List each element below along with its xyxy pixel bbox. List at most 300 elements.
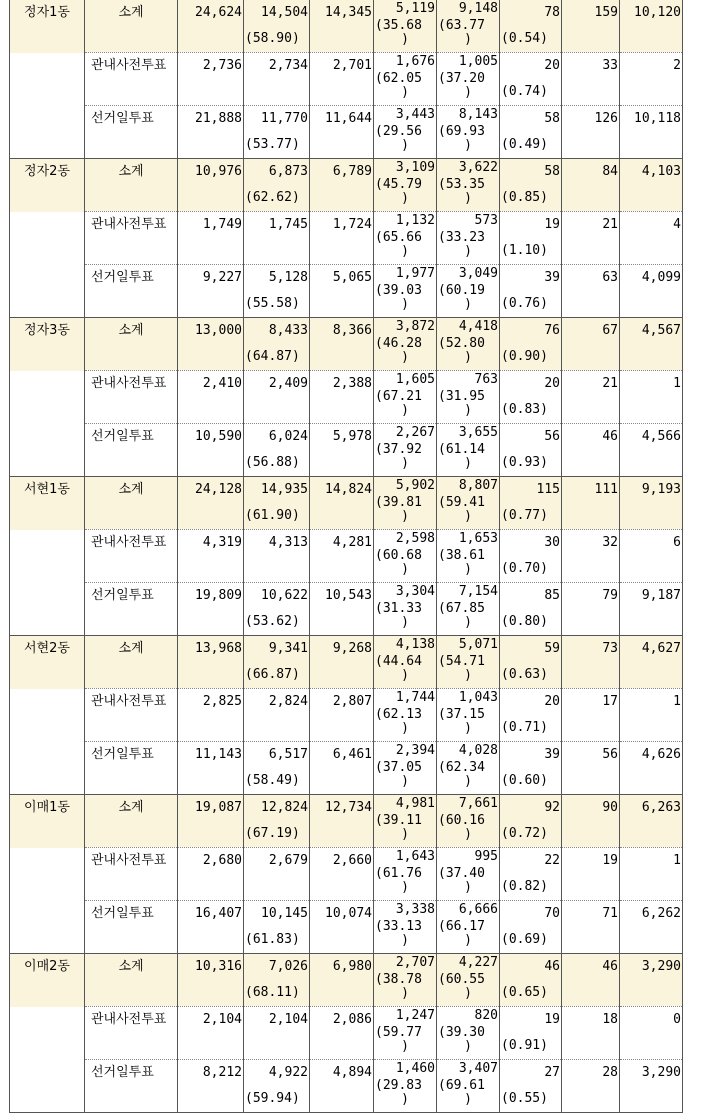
candidate2-split (438, 636, 498, 682)
candidate2-votes: 5,071 (458, 637, 498, 652)
nonvoters-value: 10,118 (634, 111, 681, 126)
vote-type-cell (85, 901, 178, 954)
overflow-paren: ) (464, 403, 472, 418)
dong-cell (10, 583, 85, 636)
candidate1-split (375, 848, 435, 894)
candidate2-split (438, 424, 498, 470)
vote-type-label: 관내사전투표 (91, 58, 167, 73)
abstain-value: 90 (602, 800, 618, 815)
candidate1-percent: (65.66 (375, 230, 422, 245)
turnout-percent: (61.90) (245, 508, 300, 523)
table-row (10, 742, 683, 795)
valid-votes-cell (310, 848, 374, 901)
invalid-value: 20 (544, 376, 560, 391)
electorate-cell (178, 689, 244, 742)
abstain-value: 126 (594, 111, 618, 126)
abstain-value: 67 (602, 323, 618, 338)
candidate2-cell (437, 212, 500, 265)
dong-cell (10, 901, 85, 954)
nonvoters-cell (620, 159, 683, 212)
nonvoters-value: 0 (673, 1012, 681, 1027)
invalid-cell (500, 53, 562, 106)
candidate2-cell (437, 371, 500, 424)
dong-cell (10, 954, 85, 1007)
electorate-value: 19,087 (195, 800, 242, 815)
dong-cell (10, 0, 85, 53)
invalid-percent: (0.65) (501, 985, 548, 1000)
vote-type-label: 선거일투표 (91, 270, 154, 285)
turnout-percent: (62.62) (245, 190, 300, 205)
voters-cell (244, 318, 310, 371)
voters-cell (244, 795, 310, 848)
electorate-cell (178, 583, 244, 636)
electorate-value: 4,319 (202, 535, 242, 550)
vote-type-label: 관내사전투표 (91, 694, 167, 709)
candidate1-cell (374, 477, 437, 530)
candidate1-split (375, 795, 435, 841)
abstain-cell (562, 742, 620, 795)
voters-value: 2,679 (268, 853, 308, 868)
vote-type-label: 소계 (118, 323, 144, 338)
valid-votes-cell (310, 954, 374, 1007)
candidate1-percent: (37.92 (375, 442, 422, 457)
nonvoters-cell (620, 477, 683, 530)
turnout-percent: (53.62) (245, 614, 300, 629)
candidate2-split (438, 371, 498, 417)
table-body (10, 0, 683, 1113)
invalid-cell (500, 159, 562, 212)
invalid-value: 19 (544, 1012, 560, 1027)
overflow-paren: ) (401, 138, 409, 153)
table-row (10, 0, 683, 53)
overflow-paren: ) (401, 244, 409, 259)
invalid-value: 27 (544, 1065, 560, 1080)
abstain-value: 159 (594, 5, 618, 20)
electorate-value: 9,227 (202, 270, 242, 285)
candidate1-percent: (45.79 (375, 177, 422, 192)
candidate1-percent: (46.28 (375, 336, 422, 351)
candidate1-percent: (62.13 (375, 707, 422, 722)
candidate1-split (375, 424, 435, 470)
candidate2-split (438, 53, 498, 99)
voters-value: 1,745 (268, 217, 308, 232)
candidate1-split (375, 53, 435, 99)
turnout-percent: (53.77) (245, 137, 300, 152)
candidate1-percent: (44.64 (375, 654, 422, 669)
abstain-value: 17 (602, 694, 618, 709)
invalid-percent: (0.63) (501, 667, 548, 682)
dong-name: 서현1동 (24, 482, 70, 497)
nonvoters-cell (620, 106, 683, 159)
voters-cell (244, 1060, 310, 1113)
nonvoters-value: 1 (673, 376, 681, 391)
dong-cell (10, 1007, 85, 1060)
nonvoters-cell (620, 318, 683, 371)
candidate2-split (438, 318, 498, 364)
overflow-paren: ) (464, 32, 472, 47)
invalid-cell (500, 689, 562, 742)
nonvoters-cell (620, 424, 683, 477)
candidate1-votes: 3,338 (395, 902, 435, 917)
vote-type-cell (85, 371, 178, 424)
candidate1-cell (374, 212, 437, 265)
valid-votes-value: 14,345 (325, 5, 372, 20)
overflow-paren: ) (401, 986, 409, 1001)
abstain-cell (562, 636, 620, 689)
voters-cell (244, 901, 310, 954)
candidate2-split (438, 742, 498, 788)
electorate-cell (178, 106, 244, 159)
overflow-paren: ) (401, 32, 409, 47)
vote-type-label: 선거일투표 (91, 111, 154, 126)
overflow-paren: ) (464, 774, 472, 789)
voters-cell (244, 530, 310, 583)
election-results-table (9, 0, 683, 1113)
candidate2-percent: (37.20 (438, 71, 485, 86)
table-row (10, 901, 683, 954)
dong-cell (10, 477, 85, 530)
overflow-paren: ) (464, 85, 472, 100)
invalid-cell (500, 265, 562, 318)
valid-votes-value: 2,807 (332, 694, 372, 709)
invalid-percent: (0.54) (501, 31, 548, 46)
overflow-paren: ) (401, 297, 409, 312)
candidate2-split (438, 689, 498, 735)
candidate2-votes: 3,622 (458, 160, 498, 175)
abstain-value: 46 (602, 959, 618, 974)
invalid-value: 92 (544, 800, 560, 815)
electorate-value: 21,888 (195, 111, 242, 126)
candidate2-cell (437, 1060, 500, 1113)
candidate2-votes: 995 (474, 849, 498, 864)
nonvoters-cell (620, 954, 683, 1007)
nonvoters-value: 6,263 (641, 800, 681, 815)
voters-cell (244, 742, 310, 795)
table-row (10, 265, 683, 318)
abstain-value: 71 (602, 906, 618, 921)
candidate2-votes: 4,028 (458, 743, 498, 758)
voters-value: 5,128 (268, 270, 308, 285)
vote-type-cell (85, 795, 178, 848)
abstain-value: 21 (602, 376, 618, 391)
vote-type-cell (85, 848, 178, 901)
candidate2-votes: 3,049 (458, 266, 498, 281)
vote-type-label: 관내사전투표 (91, 217, 167, 232)
abstain-value: 79 (602, 588, 618, 603)
overflow-paren: ) (464, 721, 472, 736)
candidate1-split (375, 212, 435, 258)
overflow-paren: ) (464, 456, 472, 471)
vote-type-label: 소계 (118, 482, 144, 497)
electorate-cell (178, 636, 244, 689)
abstain-cell (562, 159, 620, 212)
invalid-percent: (0.76) (501, 296, 548, 311)
candidate2-percent: (53.35 (438, 177, 485, 192)
candidate1-votes: 5,902 (395, 478, 435, 493)
electorate-cell (178, 318, 244, 371)
vote-type-label: 관내사전투표 (91, 853, 167, 868)
abstain-value: 56 (602, 747, 618, 762)
valid-votes-cell (310, 424, 374, 477)
table-row (10, 848, 683, 901)
valid-votes-value: 5,065 (332, 270, 372, 285)
candidate1-percent: (60.68 (375, 548, 422, 563)
vote-type-label: 소계 (118, 164, 144, 179)
candidate1-votes: 2,707 (395, 955, 435, 970)
dong-cell (10, 106, 85, 159)
dong-name: 이매2동 (24, 959, 70, 974)
abstain-cell (562, 0, 620, 53)
candidate2-percent: (60.55 (438, 972, 485, 987)
voters-value: 7,026 (268, 959, 308, 974)
invalid-value: 78 (544, 5, 560, 20)
candidate2-split (438, 954, 498, 1000)
candidate1-percent: (33.13 (375, 919, 422, 934)
candidate1-percent: (31.33 (375, 601, 422, 616)
nonvoters-cell (620, 0, 683, 53)
nonvoters-value: 6 (673, 535, 681, 550)
valid-votes-cell (310, 371, 374, 424)
dong-cell (10, 636, 85, 689)
nonvoters-value: 6,262 (641, 906, 681, 921)
vote-type-cell (85, 689, 178, 742)
candidate1-split (375, 0, 435, 46)
invalid-cell (500, 318, 562, 371)
nonvoters-cell (620, 530, 683, 583)
dong-cell (10, 742, 85, 795)
overflow-paren: ) (401, 774, 409, 789)
candidate2-percent: (37.15 (438, 707, 485, 722)
abstain-cell (562, 106, 620, 159)
invalid-cell (500, 954, 562, 1007)
voters-cell (244, 0, 310, 53)
candidate1-cell (374, 53, 437, 106)
invalid-value: 20 (544, 694, 560, 709)
candidate1-cell (374, 530, 437, 583)
vote-type-cell (85, 212, 178, 265)
nonvoters-cell (620, 636, 683, 689)
vote-type-cell (85, 530, 178, 583)
candidate2-percent: (59.41 (438, 495, 485, 510)
voters-value: 10,622 (261, 588, 308, 603)
invalid-percent: (0.72) (501, 826, 548, 841)
candidate1-votes: 1,977 (395, 266, 435, 281)
abstain-value: 28 (602, 1065, 618, 1080)
nonvoters-cell (620, 53, 683, 106)
voters-cell (244, 477, 310, 530)
abstain-value: 111 (594, 482, 618, 497)
invalid-cell (500, 901, 562, 954)
nonvoters-value: 10,120 (634, 5, 681, 20)
turnout-percent: (59.94) (245, 1091, 300, 1106)
overflow-paren: ) (401, 403, 409, 418)
abstain-value: 84 (602, 164, 618, 179)
invalid-percent: (0.69) (501, 932, 548, 947)
valid-votes-value: 11,644 (325, 111, 372, 126)
nonvoters-cell (620, 901, 683, 954)
overflow-paren: ) (464, 562, 472, 577)
valid-votes-value: 6,461 (332, 747, 372, 762)
abstain-value: 46 (602, 429, 618, 444)
invalid-percent: (0.90) (501, 349, 548, 364)
valid-votes-value: 4,894 (332, 1065, 372, 1080)
vote-type-label: 관내사전투표 (91, 535, 167, 550)
table-row (10, 318, 683, 371)
candidate2-votes: 9,148 (458, 1, 498, 16)
turnout-percent: (58.49) (245, 773, 300, 788)
abstain-cell (562, 583, 620, 636)
nonvoters-value: 1 (673, 853, 681, 868)
candidate1-votes: 1,460 (395, 1061, 435, 1076)
candidate2-cell (437, 424, 500, 477)
candidate1-percent: (39.11 (375, 813, 422, 828)
nonvoters-cell (620, 1007, 683, 1060)
candidate2-percent: (60.16 (438, 813, 485, 828)
electorate-value: 2,104 (202, 1012, 242, 1027)
candidate2-percent: (39.30 (438, 1025, 485, 1040)
candidate1-cell (374, 689, 437, 742)
candidate2-cell (437, 954, 500, 1007)
candidate2-percent: (37.40 (438, 866, 485, 881)
candidate2-cell (437, 636, 500, 689)
candidate1-percent: (29.56 (375, 124, 422, 139)
abstain-cell (562, 848, 620, 901)
voters-value: 9,341 (268, 641, 308, 656)
valid-votes-value: 14,824 (325, 482, 372, 497)
candidate2-cell (437, 0, 500, 53)
abstain-cell (562, 1060, 620, 1113)
abstain-cell (562, 689, 620, 742)
table-row (10, 53, 683, 106)
valid-votes-cell (310, 0, 374, 53)
table-row (10, 424, 683, 477)
nonvoters-value: 4 (673, 217, 681, 232)
electorate-cell (178, 530, 244, 583)
abstain-cell (562, 265, 620, 318)
candidate2-votes: 8,807 (458, 478, 498, 493)
valid-votes-value: 9,268 (332, 641, 372, 656)
candidate1-percent: (29.83 (375, 1078, 422, 1093)
candidate2-votes: 7,661 (458, 796, 498, 811)
nonvoters-cell (620, 212, 683, 265)
turnout-percent: (66.87) (245, 667, 300, 682)
invalid-cell (500, 212, 562, 265)
table-row (10, 583, 683, 636)
abstain-value: 32 (602, 535, 618, 550)
candidate2-split (438, 848, 498, 894)
dong-name: 정자2동 (24, 164, 70, 179)
candidate1-split (375, 901, 435, 947)
electorate-value: 19,809 (195, 588, 242, 603)
invalid-value: 39 (544, 747, 560, 762)
nonvoters-cell (620, 265, 683, 318)
candidate1-split (375, 265, 435, 311)
candidate1-split (375, 371, 435, 417)
dong-name: 정자1동 (24, 5, 70, 20)
candidate2-split (438, 477, 498, 523)
candidate2-percent: (60.19 (438, 283, 485, 298)
invalid-value: 19 (544, 217, 560, 232)
turnout-percent: (61.83) (245, 932, 300, 947)
candidate1-split (375, 159, 435, 205)
voters-cell (244, 689, 310, 742)
overflow-paren: ) (464, 138, 472, 153)
candidate1-split (375, 689, 435, 735)
candidate1-votes: 4,981 (395, 796, 435, 811)
valid-votes-cell (310, 53, 374, 106)
table-row (10, 954, 683, 1007)
valid-votes-value: 10,074 (325, 906, 372, 921)
vote-type-cell (85, 106, 178, 159)
overflow-paren: ) (401, 615, 409, 630)
vote-type-label: 선거일투표 (91, 588, 154, 603)
valid-votes-value: 2,701 (332, 58, 372, 73)
electorate-value: 2,825 (202, 694, 242, 709)
voters-cell (244, 53, 310, 106)
abstain-cell (562, 1007, 620, 1060)
invalid-cell (500, 583, 562, 636)
dong-cell (10, 689, 85, 742)
table-row (10, 636, 683, 689)
overflow-paren: ) (464, 191, 472, 206)
invalid-value: 76 (544, 323, 560, 338)
voters-value: 2,104 (268, 1012, 308, 1027)
valid-votes-value: 2,086 (332, 1012, 372, 1027)
turnout-percent: (55.58) (245, 296, 300, 311)
candidate2-cell (437, 159, 500, 212)
voters-cell (244, 106, 310, 159)
valid-votes-cell (310, 1007, 374, 1060)
candidate2-votes: 7,154 (458, 584, 498, 599)
electorate-cell (178, 159, 244, 212)
abstain-cell (562, 530, 620, 583)
valid-votes-value: 4,281 (332, 535, 372, 550)
candidate2-votes: 4,418 (458, 319, 498, 334)
candidate1-votes: 1,247 (395, 1008, 435, 1023)
nonvoters-value: 1 (673, 694, 681, 709)
electorate-value: 16,407 (195, 906, 242, 921)
vote-type-label: 관내사전투표 (91, 376, 167, 391)
abstain-value: 63 (602, 270, 618, 285)
dong-cell (10, 530, 85, 583)
candidate2-cell (437, 530, 500, 583)
candidate2-split (438, 1060, 498, 1106)
candidate1-votes: 4,138 (395, 637, 435, 652)
table-row (10, 106, 683, 159)
electorate-cell (178, 1007, 244, 1060)
candidate2-split (438, 901, 498, 947)
candidate1-votes: 1,643 (395, 849, 435, 864)
valid-votes-cell (310, 106, 374, 159)
invalid-percent: (0.82) (501, 879, 548, 894)
candidate2-cell (437, 583, 500, 636)
candidate2-votes: 8,143 (458, 107, 498, 122)
candidate1-percent: (67.21 (375, 389, 422, 404)
electorate-cell (178, 371, 244, 424)
invalid-percent: (1.10) (501, 243, 548, 258)
electorate-cell (178, 424, 244, 477)
abstain-value: 18 (602, 1012, 618, 1027)
voters-value: 4,922 (268, 1065, 308, 1080)
candidate2-percent: (67.85 (438, 601, 485, 616)
candidate2-cell (437, 477, 500, 530)
candidate2-percent: (54.71 (438, 654, 485, 669)
candidate2-cell (437, 318, 500, 371)
candidate2-percent: (38.61 (438, 548, 485, 563)
electorate-value: 2,680 (202, 853, 242, 868)
candidate2-split (438, 106, 498, 152)
candidate2-votes: 3,655 (458, 425, 498, 440)
